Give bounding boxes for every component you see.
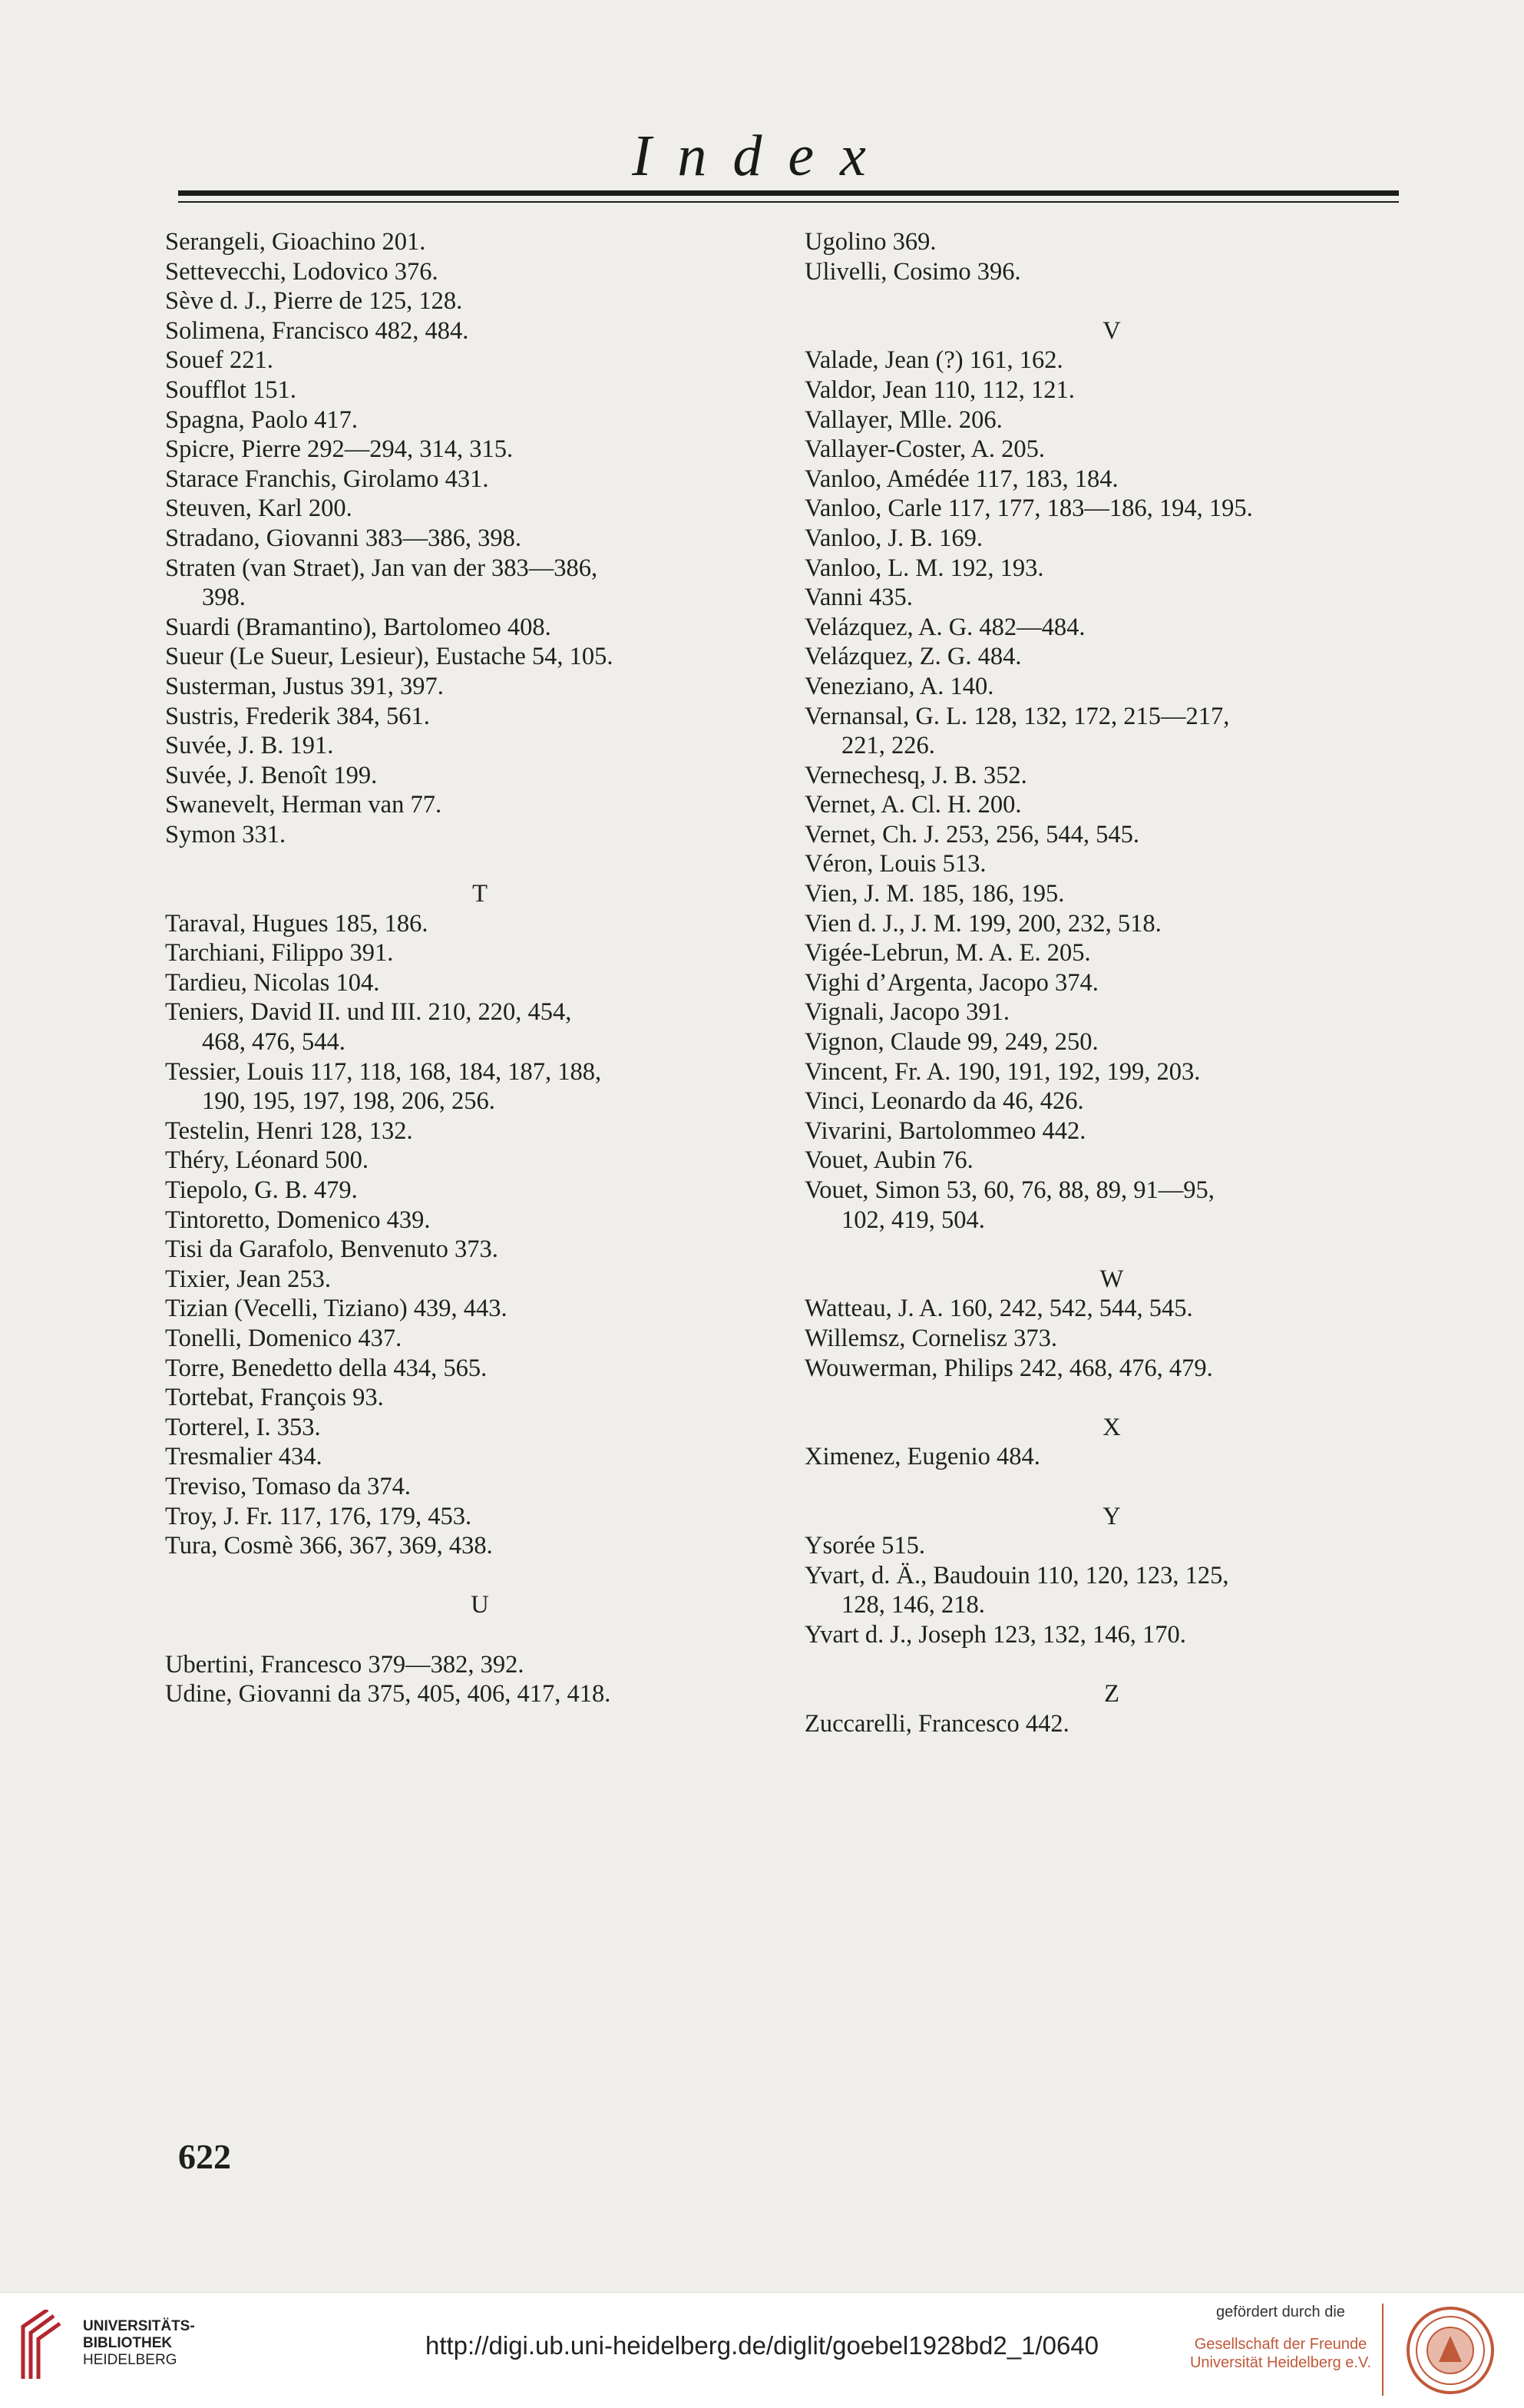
index-entry: Vien, J. M. 185, 186, 195. [805, 880, 1065, 908]
index-entry: Vincent, Fr. A. 190, 191, 192, 199, 203. [805, 1057, 1201, 1086]
index-entry: Settevecchi, Lodovico 376. [165, 257, 438, 286]
index-entry: Spicre, Pierre 292—294, 314, 315. [165, 435, 514, 464]
index-entry: Spagna, Paolo 417. [165, 405, 358, 434]
section-gap [805, 1235, 1419, 1265]
index-entry: Veneziano, A. 140. [805, 672, 994, 700]
index-entry: Yvart d. J., Joseph 123, 132, 146, 170. [805, 1620, 1186, 1649]
section-gap [165, 1561, 795, 1591]
index-entry: Tresmalier 434. [165, 1443, 322, 1471]
section-gap [165, 1620, 795, 1650]
index-entry: Ugolino 369. [805, 228, 937, 256]
index-entry: Stradano, Giovanni 383—386, 398. [165, 524, 521, 552]
index-entry: Torre, Benedetto della 434, 565. [165, 1354, 488, 1382]
index-entry: Vignon, Claude 99, 249, 250. [805, 1028, 1099, 1057]
index-entry-continuation: 398. [202, 584, 246, 612]
index-entry: Taraval, Hugues 185, 186. [165, 909, 428, 938]
index-entry: Watteau, J. A. 160, 242, 542, 544, 545. [805, 1295, 1193, 1323]
page-title: Index [632, 124, 892, 188]
index-entry: Tura, Cosmè 366, 367, 369, 438. [165, 1532, 493, 1560]
index-entry: Sève d. J., Pierre de 125, 128. [165, 287, 463, 316]
permalink-url[interactable]: http://digi.ub.uni-heidelberg.de/diglit/goebel1928bd2_1/0640 [425, 2331, 1099, 2360]
index-entry: Yvart, d. Ä., Baudouin 110, 120, 123, 125, [805, 1561, 1229, 1589]
sponsor-block [1188, 2304, 1373, 2372]
index-entry: Vigée-Lebrun, M. A. E. 205. [805, 939, 1091, 968]
index-entry: Steuven, Karl 200. [165, 495, 352, 523]
index-entry: Serangeli, Gioachino 201. [165, 228, 426, 256]
index-entry: Vighi d’Argenta, Jacopo 374. [805, 968, 1099, 997]
index-entry: Tiepolo, G. B. 479. [165, 1176, 358, 1204]
index-entry: Vien d. J., J. M. 199, 200, 232, 518. [805, 909, 1162, 938]
index-entry: Suvée, J. Benoît 199. [165, 761, 378, 789]
index-entry: Zuccarelli, Francesco 442. [805, 1709, 1069, 1738]
index-entry: Vouet, Aubin 76. [805, 1146, 974, 1175]
sponsor-name [1188, 2335, 1373, 2372]
index-entry: Souef 221. [165, 346, 273, 375]
index-entry: Vinci, Leonardo da 46, 426. [805, 1087, 1084, 1116]
index-entry: Véron, Louis 513. [805, 850, 987, 878]
index-entry: Tixier, Jean 253. [165, 1265, 331, 1293]
section-gap [805, 1650, 1419, 1680]
index-entry: Sueur (Le Sueur, Lesieur), Eustache 54, 105. [165, 643, 613, 671]
sponsor-name-line2: Universität Heidelberg e.V. [1189, 2354, 1372, 2371]
index-entry: Vallayer, Mlle. 206. [805, 405, 1003, 434]
index-entry: Susterman, Justus 391, 397. [165, 672, 444, 700]
index-entry: Ulivelli, Cosimo 396. [805, 257, 1021, 286]
index-entry: Solimena, Francisco 482, 484. [165, 316, 469, 345]
index-entry: Willemsz, Cornelisz 373. [805, 1324, 1058, 1352]
index-column-right [805, 227, 1419, 1738]
index-entry: Velázquez, A. G. 482—484. [805, 613, 1086, 641]
index-entry-continuation: 128, 146, 218. [841, 1591, 985, 1619]
index-entry-continuation: 102, 419, 504. [841, 1206, 985, 1234]
page-number: 622 [178, 2137, 231, 2176]
index-entry: Tardieu, Nicolas 104. [165, 968, 380, 997]
index-entry: Vouet, Simon 53, 60, 76, 88, 89, 91—95, [805, 1176, 1215, 1204]
index-entry: Tarchiani, Filippo 391. [165, 939, 394, 968]
university-seal-icon [1405, 2305, 1496, 2396]
index-entry: Vernansal, G. L. 128, 132, 172, 215—217, [805, 702, 1230, 730]
title-rule-thick [178, 190, 1399, 196]
index-entry: Treviso, Tomaso da 374. [165, 1472, 412, 1500]
index-entry: Torterel, I. 353. [165, 1413, 321, 1441]
index-entry: Suardi (Bramantino), Bartolomeo 408. [165, 613, 551, 641]
title-rule-thin [178, 201, 1399, 203]
section-gap [165, 849, 795, 879]
index-entry: Théry, Léonard 500. [165, 1146, 369, 1175]
footer-bar [0, 2292, 1524, 2408]
index-entry: Vanloo, Amédée 117, 183, 184. [805, 465, 1119, 493]
index-entry: Ximenez, Eugenio 484. [805, 1443, 1040, 1471]
section-gap [805, 286, 1419, 316]
sponsor-divider [1382, 2304, 1384, 2396]
index-entry: Tortebat, François 93. [165, 1384, 384, 1412]
index-entry: Valade, Jean (?) 161, 162. [805, 346, 1063, 375]
index-entry: Vanloo, J. B. 169. [805, 524, 983, 552]
index-entry: Tisi da Garafolo, Benvenuto 373. [165, 1235, 498, 1264]
index-entry: Soufflot 151. [165, 375, 296, 404]
library-name-line3: HEIDELBERG [83, 2352, 177, 2368]
index-entry: Vernet, Ch. J. 253, 256, 544, 545. [805, 820, 1140, 848]
section-gap [805, 1472, 1419, 1502]
section-gap [805, 1383, 1419, 1413]
index-entry: Vanloo, Carle 117, 177, 183—186, 194, 195. [805, 495, 1253, 523]
library-name-line1: UNIVERSITÄTS- [83, 2318, 195, 2334]
index-entry: Tessier, Louis 117, 118, 168, 184, 187, 188, [165, 1057, 602, 1086]
sponsor-intro: gefördert durch die [1216, 2304, 1345, 2320]
index-entry: Teniers, David II. und III. 210, 220, 454, [165, 998, 572, 1027]
index-entry: Tizian (Vecelli, Tiziano) 439, 443. [165, 1295, 507, 1323]
index-entry: Vanni 435. [805, 584, 913, 612]
index-entry: Starace Franchis, Girolamo 431. [165, 465, 489, 493]
index-entry-continuation: 468, 476, 544. [202, 1028, 345, 1057]
index-entry: Udine, Giovanni da 375, 405, 406, 417, 418. [165, 1680, 611, 1708]
section-letter-heading: V [1103, 316, 1121, 345]
section-letter-heading: Y [1103, 1502, 1121, 1530]
index-entry: Wouwerman, Philips 242, 468, 476, 479. [805, 1354, 1213, 1382]
index-entry-continuation: 190, 195, 197, 198, 206, 256. [202, 1087, 495, 1116]
index-entry: Valdor, Jean 110, 112, 121. [805, 375, 1075, 404]
section-letter-heading: Z [1104, 1680, 1119, 1708]
section-letter-heading: W [1099, 1265, 1124, 1293]
index-entry: Vignali, Jacopo 391. [805, 998, 1010, 1027]
index-entry: Sustris, Frederik 384, 561. [165, 702, 430, 730]
index-entry: Vallayer-Coster, A. 205. [805, 435, 1046, 464]
index-entry: Tonelli, Domenico 437. [165, 1324, 402, 1352]
index-entry: Velázquez, Z. G. 484. [805, 643, 1022, 671]
index-entry: Troy, J. Fr. 117, 176, 179, 453. [165, 1502, 472, 1530]
index-entry: Vivarini, Bartolommeo 442. [805, 1116, 1086, 1145]
index-entry: Swanevelt, Herman van 77. [165, 791, 442, 819]
index-entry: Straten (van Straet), Jan van der 383—386, [165, 554, 598, 582]
index-entry-continuation: 221, 226. [841, 732, 935, 760]
index-entry: Ubertini, Francesco 379—382, 392. [165, 1650, 524, 1679]
index-column-left [165, 227, 795, 1709]
index-entry: Vernechesq, J. B. 352. [805, 761, 1027, 789]
section-letter-heading: T [472, 880, 488, 908]
index-entry: Testelin, Henri 128, 132. [165, 1116, 413, 1145]
index-entry: Vernet, A. Cl. H. 200. [805, 791, 1022, 819]
library-name-line2: BIBLIOTHEK [83, 2335, 173, 2351]
index-entry: Vanloo, L. M. 192, 193. [805, 554, 1044, 582]
section-letter-heading: X [1103, 1413, 1121, 1441]
section-letter-heading: U [471, 1591, 489, 1619]
sponsor-name-line1: Gesellschaft der Freunde [1194, 2336, 1367, 2353]
index-entry: Ysorée 515. [805, 1532, 926, 1560]
index-entry: Suvée, J. B. 191. [165, 732, 334, 760]
index-entry: Symon 331. [165, 820, 286, 848]
index-entry: Tintoretto, Domenico 439. [165, 1206, 431, 1234]
